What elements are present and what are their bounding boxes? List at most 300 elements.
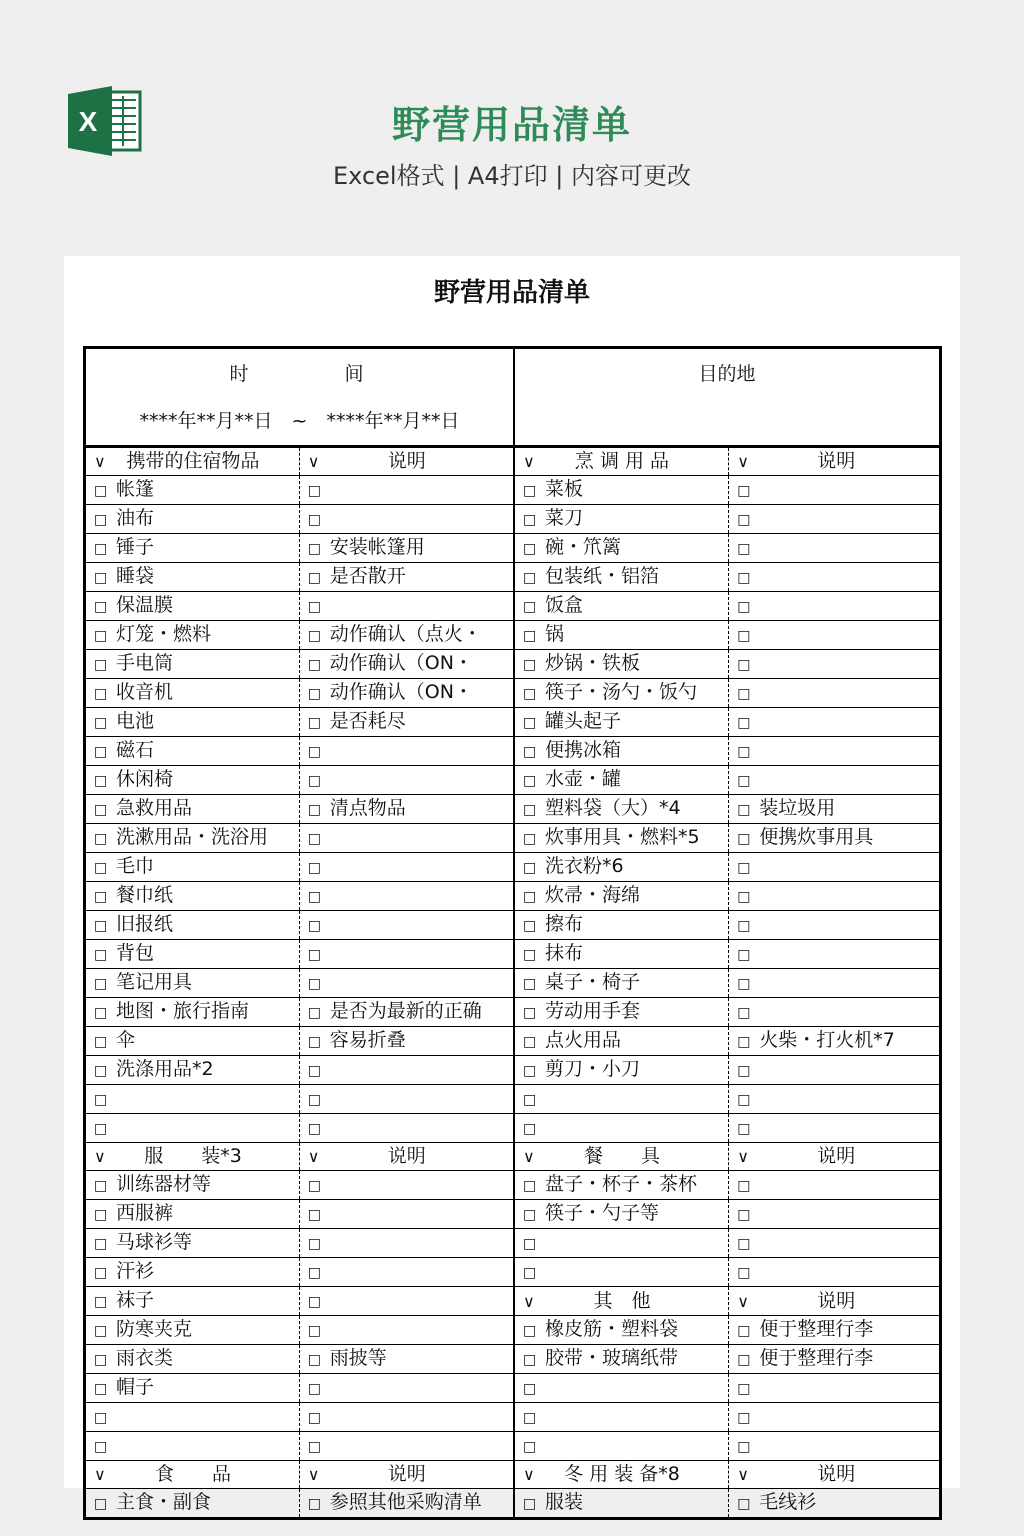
checkbox-icon[interactable]: □ bbox=[307, 1294, 321, 1310]
checkbox-icon[interactable]: □ bbox=[94, 512, 108, 528]
checklist-cell[interactable] bbox=[514, 1258, 729, 1287]
checkbox-icon[interactable]: □ bbox=[522, 1178, 537, 1194]
checkbox-icon[interactable]: □ bbox=[94, 1352, 108, 1368]
checkbox-icon[interactable]: □ bbox=[94, 1439, 108, 1455]
checkbox-icon[interactable]: □ bbox=[522, 1323, 537, 1339]
checklist-cell[interactable] bbox=[299, 882, 514, 911]
item-label: 剪刀・小刀 bbox=[544, 1058, 640, 1080]
checklist-cell[interactable] bbox=[85, 940, 300, 969]
checkbox-icon[interactable]: □ bbox=[522, 570, 537, 586]
checklist-cell[interactable] bbox=[85, 969, 300, 998]
section-header-row bbox=[85, 1461, 941, 1489]
item-label: 笔记用具 bbox=[116, 971, 193, 993]
item-label: 急救用品 bbox=[116, 797, 193, 819]
checkbox-icon[interactable]: □ bbox=[307, 831, 321, 847]
section-header-cell[interactable] bbox=[85, 1143, 300, 1171]
checkbox-icon[interactable]: □ bbox=[94, 1121, 108, 1137]
checkbox-icon[interactable]: □ bbox=[94, 483, 108, 499]
checkbox-icon[interactable]: □ bbox=[737, 715, 751, 731]
checklist-cell[interactable] bbox=[85, 1432, 300, 1461]
checkbox-icon[interactable]: □ bbox=[94, 773, 108, 789]
section-header-cell[interactable] bbox=[85, 1461, 300, 1489]
checklist-cell[interactable] bbox=[85, 853, 300, 882]
checklist-cell[interactable] bbox=[299, 534, 514, 563]
checklist-cell[interactable] bbox=[514, 940, 729, 969]
checkbox-icon[interactable]: □ bbox=[307, 918, 321, 934]
checklist-cell[interactable] bbox=[514, 998, 729, 1027]
checkbox-icon[interactable]: □ bbox=[94, 1236, 108, 1252]
checkbox-icon[interactable]: □ bbox=[94, 541, 108, 557]
table-row bbox=[85, 1114, 941, 1143]
checklist-cell[interactable] bbox=[514, 1403, 729, 1432]
checklist-cell[interactable] bbox=[85, 621, 300, 650]
checklist-cell[interactable] bbox=[514, 1200, 729, 1229]
checklist-cell[interactable] bbox=[85, 505, 300, 534]
checkbox-icon[interactable]: □ bbox=[94, 918, 108, 934]
checkbox-icon[interactable]: □ bbox=[737, 599, 751, 615]
checklist-cell[interactable] bbox=[729, 1085, 941, 1114]
checklist-cell[interactable] bbox=[514, 882, 729, 911]
checklist-cell[interactable] bbox=[514, 824, 729, 853]
checkbox-icon[interactable]: □ bbox=[737, 1236, 751, 1252]
checklist-cell[interactable] bbox=[729, 534, 941, 563]
check-mark-icon: ∨ bbox=[737, 1147, 749, 1166]
checkbox-icon[interactable]: □ bbox=[307, 976, 321, 992]
checkbox-icon[interactable]: □ bbox=[522, 918, 537, 934]
checklist-cell[interactable] bbox=[85, 795, 300, 824]
checklist-cell[interactable] bbox=[729, 940, 941, 969]
checkbox-icon[interactable]: □ bbox=[522, 1005, 537, 1021]
checkbox-icon[interactable]: □ bbox=[307, 1381, 321, 1397]
section-header-cell[interactable] bbox=[514, 1287, 729, 1316]
checklist-cell[interactable] bbox=[514, 795, 729, 824]
checklist-cell[interactable] bbox=[299, 476, 514, 505]
checklist-cell[interactable] bbox=[299, 795, 514, 824]
checklist-cell[interactable] bbox=[85, 650, 300, 679]
section-header-row bbox=[85, 447, 941, 476]
checkbox-icon[interactable]: □ bbox=[522, 773, 537, 789]
checkbox-icon[interactable]: □ bbox=[307, 599, 321, 615]
checkbox-icon[interactable]: □ bbox=[94, 1265, 108, 1281]
checklist-cell[interactable] bbox=[299, 1114, 514, 1143]
checklist-cell[interactable] bbox=[299, 621, 514, 650]
checkbox-icon[interactable]: □ bbox=[307, 1439, 321, 1455]
checklist-cell[interactable] bbox=[514, 650, 729, 679]
checkbox-icon[interactable]: □ bbox=[94, 744, 108, 760]
checkbox-icon[interactable]: □ bbox=[522, 744, 537, 760]
checkbox-icon[interactable]: □ bbox=[94, 976, 108, 992]
checkbox-icon[interactable]: □ bbox=[307, 889, 321, 905]
checkbox-icon[interactable]: □ bbox=[307, 715, 321, 731]
checklist-cell[interactable] bbox=[729, 1114, 941, 1143]
checkbox-icon[interactable]: □ bbox=[307, 512, 321, 528]
checklist-cell[interactable] bbox=[514, 853, 729, 882]
checkbox-icon[interactable]: □ bbox=[94, 1294, 108, 1310]
checkbox-icon[interactable]: □ bbox=[94, 947, 108, 963]
item-label: 容易折叠 bbox=[329, 1029, 406, 1051]
checklist-cell[interactable] bbox=[514, 1489, 729, 1519]
section-header-cell[interactable] bbox=[514, 447, 729, 476]
checklist-cell[interactable] bbox=[85, 824, 300, 853]
checklist-cell[interactable] bbox=[514, 1229, 729, 1258]
checklist-cell[interactable] bbox=[729, 1316, 941, 1345]
checklist-cell[interactable] bbox=[514, 1056, 729, 1085]
checkbox-icon[interactable]: □ bbox=[307, 773, 321, 789]
checklist-cell[interactable] bbox=[514, 476, 729, 505]
checklist-cell[interactable] bbox=[299, 1085, 514, 1114]
checkbox-icon[interactable]: □ bbox=[737, 918, 751, 934]
checkbox-icon[interactable]: □ bbox=[737, 512, 751, 528]
checklist-cell[interactable] bbox=[85, 1403, 300, 1432]
check-mark-icon: ∨ bbox=[94, 1147, 106, 1166]
checkbox-icon[interactable]: □ bbox=[522, 1092, 537, 1108]
checklist-cell[interactable] bbox=[299, 1489, 514, 1519]
checklist-cell[interactable] bbox=[729, 476, 941, 505]
checkbox-icon[interactable]: □ bbox=[94, 1178, 108, 1194]
checklist-cell[interactable] bbox=[729, 650, 941, 679]
checklist-cell[interactable] bbox=[299, 708, 514, 737]
section-header-cell[interactable] bbox=[299, 447, 514, 476]
checkbox-icon[interactable]: □ bbox=[307, 1178, 321, 1194]
checklist-cell[interactable] bbox=[729, 1374, 941, 1403]
checkbox-icon[interactable]: □ bbox=[522, 1381, 537, 1397]
checkbox-icon[interactable]: □ bbox=[307, 657, 321, 673]
checklist-cell[interactable] bbox=[514, 766, 729, 795]
checkbox-icon[interactable]: □ bbox=[737, 1092, 751, 1108]
checkbox-icon[interactable]: □ bbox=[307, 802, 321, 818]
checkbox-icon[interactable]: □ bbox=[94, 1323, 108, 1339]
checklist-cell[interactable] bbox=[299, 1258, 514, 1287]
checkbox-icon[interactable]: □ bbox=[522, 1121, 537, 1137]
checklist-cell[interactable] bbox=[299, 1056, 514, 1085]
checklist-cell[interactable] bbox=[729, 1432, 941, 1461]
checklist-cell[interactable] bbox=[85, 1316, 300, 1345]
checkbox-icon[interactable]: □ bbox=[307, 1496, 321, 1512]
checklist-cell[interactable] bbox=[85, 1489, 300, 1519]
checklist-cell[interactable] bbox=[514, 1316, 729, 1345]
checkbox-icon[interactable]: □ bbox=[737, 1121, 751, 1137]
checklist-cell[interactable] bbox=[299, 766, 514, 795]
checklist-cell[interactable] bbox=[299, 1374, 514, 1403]
checkbox-icon[interactable]: □ bbox=[94, 889, 108, 905]
checkbox-icon[interactable]: □ bbox=[94, 1005, 108, 1021]
checkbox-icon[interactable]: □ bbox=[737, 889, 751, 905]
checklist-cell[interactable] bbox=[729, 969, 941, 998]
checklist-cell[interactable] bbox=[299, 998, 514, 1027]
checkbox-icon[interactable]: □ bbox=[522, 976, 537, 992]
checkbox-icon[interactable]: □ bbox=[737, 1323, 751, 1339]
item-label: 帽子 bbox=[116, 1376, 155, 1398]
checkbox-icon[interactable]: □ bbox=[522, 1207, 537, 1223]
checkbox-icon[interactable]: □ bbox=[522, 657, 537, 673]
item-label: 筷子・汤勺・饭勺 bbox=[544, 681, 697, 703]
checklist-cell[interactable] bbox=[729, 592, 941, 621]
checkbox-icon[interactable]: □ bbox=[522, 1034, 537, 1050]
item-label: 洗涤用品*2 bbox=[116, 1058, 214, 1080]
item-label: 炊事用具・燃料*5 bbox=[544, 826, 700, 848]
checklist-cell[interactable] bbox=[514, 1345, 729, 1374]
checklist-cell[interactable] bbox=[85, 592, 300, 621]
checklist-cell[interactable] bbox=[299, 1403, 514, 1432]
checkbox-icon[interactable]: □ bbox=[522, 947, 537, 963]
checklist-cell[interactable] bbox=[299, 1432, 514, 1461]
checklist-cell[interactable] bbox=[299, 1229, 514, 1258]
checkbox-icon[interactable]: □ bbox=[737, 1265, 751, 1281]
checklist-cell[interactable] bbox=[729, 1171, 941, 1200]
checklist-cell[interactable] bbox=[299, 824, 514, 853]
checklist-cell[interactable] bbox=[729, 505, 941, 534]
section-header-cell[interactable] bbox=[299, 1461, 514, 1489]
checkbox-icon[interactable]: □ bbox=[522, 889, 537, 905]
checkbox-icon[interactable]: □ bbox=[94, 599, 108, 615]
checkbox-icon[interactable]: □ bbox=[737, 628, 751, 644]
checkbox-icon[interactable]: □ bbox=[307, 744, 321, 760]
checklist-cell[interactable] bbox=[299, 592, 514, 621]
checklist-cell[interactable] bbox=[299, 650, 514, 679]
checkbox-icon[interactable]: □ bbox=[737, 831, 751, 847]
checkbox-icon[interactable]: □ bbox=[307, 628, 321, 644]
checklist-cell[interactable] bbox=[729, 679, 941, 708]
checklist-cell[interactable] bbox=[514, 1027, 729, 1056]
section-label: 餐 具 bbox=[583, 1145, 660, 1167]
time-range[interactable]: ****年**月**日 ~ ****年**月**日 bbox=[139, 410, 460, 432]
checklist-cell[interactable] bbox=[514, 1432, 729, 1461]
checkbox-icon[interactable]: □ bbox=[94, 831, 108, 847]
checkbox-icon[interactable]: □ bbox=[522, 1236, 537, 1252]
checkbox-icon[interactable]: □ bbox=[522, 483, 537, 499]
checklist-cell[interactable] bbox=[729, 853, 941, 882]
checkbox-icon[interactable]: □ bbox=[94, 1496, 108, 1512]
checkbox-icon[interactable]: □ bbox=[307, 483, 321, 499]
checkbox-icon[interactable]: □ bbox=[737, 1207, 751, 1223]
checkbox-icon[interactable]: □ bbox=[737, 1439, 751, 1455]
checkbox-icon[interactable]: □ bbox=[737, 483, 751, 499]
checklist-cell[interactable] bbox=[85, 1114, 300, 1143]
checklist-cell[interactable] bbox=[85, 563, 300, 592]
checklist-cell[interactable] bbox=[729, 1489, 941, 1519]
checkbox-icon[interactable]: □ bbox=[94, 1410, 108, 1426]
checklist-cell[interactable] bbox=[729, 563, 941, 592]
checklist-cell[interactable] bbox=[729, 795, 941, 824]
checklist-cell[interactable] bbox=[729, 911, 941, 940]
checkbox-icon[interactable]: □ bbox=[737, 1352, 751, 1368]
checkbox-icon[interactable]: □ bbox=[737, 570, 751, 586]
checkbox-icon[interactable]: □ bbox=[307, 1410, 321, 1426]
section-header-cell[interactable] bbox=[514, 1461, 729, 1489]
checkbox-icon[interactable]: □ bbox=[522, 541, 537, 557]
checkbox-icon[interactable]: □ bbox=[94, 860, 108, 876]
checkbox-icon[interactable]: □ bbox=[737, 744, 751, 760]
checklist-cell[interactable] bbox=[514, 1114, 729, 1143]
checkbox-icon[interactable]: □ bbox=[94, 686, 108, 702]
checkbox-icon[interactable]: □ bbox=[737, 1381, 751, 1397]
checklist-cell[interactable] bbox=[85, 679, 300, 708]
checklist-cell[interactable] bbox=[729, 708, 941, 737]
checklist-cell[interactable] bbox=[299, 1345, 514, 1374]
checklist-cell[interactable] bbox=[729, 1027, 941, 1056]
checkbox-icon[interactable]: □ bbox=[522, 860, 537, 876]
checklist-cell[interactable] bbox=[729, 1345, 941, 1374]
checklist-cell[interactable] bbox=[299, 563, 514, 592]
checkbox-icon[interactable]: □ bbox=[737, 802, 751, 818]
checklist-cell[interactable] bbox=[514, 563, 729, 592]
checklist-cell[interactable] bbox=[299, 911, 514, 940]
checklist-cell[interactable] bbox=[299, 940, 514, 969]
checkbox-icon[interactable]: □ bbox=[522, 831, 537, 847]
checklist-cell[interactable] bbox=[85, 911, 300, 940]
checklist-cell[interactable] bbox=[299, 969, 514, 998]
checkbox-icon[interactable]: □ bbox=[737, 976, 751, 992]
checklist-cell[interactable] bbox=[85, 1027, 300, 1056]
checkbox-icon[interactable]: □ bbox=[737, 686, 751, 702]
checkbox-icon[interactable]: □ bbox=[522, 1496, 537, 1512]
checklist-cell[interactable] bbox=[514, 592, 729, 621]
checkbox-icon[interactable]: □ bbox=[522, 1352, 537, 1368]
checkbox-icon[interactable]: □ bbox=[307, 1034, 321, 1050]
checkbox-icon[interactable]: □ bbox=[522, 715, 537, 731]
checkbox-icon[interactable]: □ bbox=[307, 1121, 321, 1137]
checkbox-icon[interactable]: □ bbox=[737, 1178, 751, 1194]
checklist-cell[interactable] bbox=[85, 737, 300, 766]
checklist-cell[interactable] bbox=[299, 679, 514, 708]
checkbox-icon[interactable]: □ bbox=[94, 1092, 108, 1108]
checklist-cell[interactable] bbox=[85, 1258, 300, 1287]
checkbox-icon[interactable]: □ bbox=[94, 1063, 108, 1079]
checklist-cell[interactable] bbox=[729, 1403, 941, 1432]
checkbox-icon[interactable]: □ bbox=[522, 802, 537, 818]
checkbox-icon[interactable]: □ bbox=[522, 686, 537, 702]
checklist-cell[interactable] bbox=[85, 998, 300, 1027]
checklist-cell[interactable] bbox=[85, 534, 300, 563]
checklist-cell[interactable] bbox=[514, 679, 729, 708]
section-header-cell[interactable] bbox=[85, 447, 300, 476]
checklist-cell[interactable] bbox=[299, 737, 514, 766]
section-header-cell[interactable] bbox=[729, 1461, 941, 1489]
checkbox-icon[interactable]: □ bbox=[307, 1323, 321, 1339]
checkbox-icon[interactable]: □ bbox=[737, 657, 751, 673]
section-label: 说明 bbox=[817, 450, 856, 472]
section-header-cell[interactable] bbox=[299, 1143, 514, 1171]
checkbox-icon[interactable]: □ bbox=[94, 1207, 108, 1223]
checkbox-icon[interactable]: □ bbox=[94, 1381, 108, 1397]
checklist-cell[interactable] bbox=[514, 708, 729, 737]
checkbox-icon[interactable]: □ bbox=[307, 1265, 321, 1281]
checkbox-icon[interactable]: □ bbox=[307, 1005, 321, 1021]
checkbox-icon[interactable]: □ bbox=[522, 599, 537, 615]
checkbox-icon[interactable]: □ bbox=[522, 1439, 537, 1455]
checklist-cell[interactable] bbox=[514, 1171, 729, 1200]
checkbox-icon[interactable]: □ bbox=[307, 1207, 321, 1223]
checkbox-icon[interactable]: □ bbox=[94, 570, 108, 586]
checklist-cell[interactable] bbox=[85, 1085, 300, 1114]
checklist-cell[interactable] bbox=[729, 621, 941, 650]
checklist-cell[interactable] bbox=[299, 853, 514, 882]
checkbox-icon[interactable]: □ bbox=[737, 1005, 751, 1021]
checkbox-icon[interactable]: □ bbox=[307, 686, 321, 702]
checkbox-icon[interactable]: □ bbox=[307, 860, 321, 876]
checklist-cell[interactable] bbox=[85, 1287, 300, 1316]
checklist-cell[interactable] bbox=[299, 1316, 514, 1345]
checklist-cell[interactable] bbox=[514, 737, 729, 766]
section-label: 冬 用 装 备*8 bbox=[564, 1463, 680, 1485]
checklist-cell[interactable] bbox=[729, 1200, 941, 1229]
checklist-cell[interactable] bbox=[729, 1229, 941, 1258]
checklist-cell[interactable] bbox=[729, 737, 941, 766]
checklist-cell[interactable] bbox=[85, 1345, 300, 1374]
checkbox-icon[interactable]: □ bbox=[737, 1410, 751, 1426]
checklist-cell[interactable] bbox=[514, 1085, 729, 1114]
checklist-cell[interactable] bbox=[299, 1287, 514, 1316]
checklist-cell[interactable] bbox=[514, 1374, 729, 1403]
checklist-cell[interactable] bbox=[514, 621, 729, 650]
checklist-cell[interactable] bbox=[514, 911, 729, 940]
checklist-cell[interactable] bbox=[729, 1056, 941, 1085]
checklist-cell[interactable] bbox=[514, 969, 729, 998]
checklist-cell[interactable] bbox=[299, 1171, 514, 1200]
checklist-cell[interactable] bbox=[514, 534, 729, 563]
checklist-cell[interactable] bbox=[85, 882, 300, 911]
checkbox-icon[interactable]: □ bbox=[307, 1352, 321, 1368]
checklist-cell[interactable] bbox=[299, 1027, 514, 1056]
checkbox-icon[interactable]: □ bbox=[737, 860, 751, 876]
section-header-cell[interactable] bbox=[514, 1143, 729, 1171]
checkbox-icon[interactable]: □ bbox=[307, 541, 321, 557]
section-header-cell[interactable] bbox=[729, 1287, 941, 1316]
checkbox-icon[interactable]: □ bbox=[522, 1265, 537, 1281]
checkbox-icon[interactable]: □ bbox=[94, 657, 108, 673]
checklist-cell[interactable] bbox=[299, 505, 514, 534]
checkbox-icon[interactable]: □ bbox=[737, 1063, 751, 1079]
checklist-cell[interactable] bbox=[85, 1171, 300, 1200]
checklist-cell[interactable] bbox=[299, 1200, 514, 1229]
checklist-cell[interactable] bbox=[85, 766, 300, 795]
checkbox-icon[interactable]: □ bbox=[522, 1410, 537, 1426]
section-header-cell[interactable] bbox=[729, 1143, 941, 1171]
checkbox-icon[interactable]: □ bbox=[737, 1034, 751, 1050]
checkbox-icon[interactable]: □ bbox=[94, 1034, 108, 1050]
checkbox-icon[interactable]: □ bbox=[307, 1236, 321, 1252]
checklist-cell[interactable] bbox=[729, 824, 941, 853]
checklist-cell[interactable] bbox=[85, 708, 300, 737]
checkbox-icon[interactable]: □ bbox=[94, 802, 108, 818]
checklist-cell[interactable] bbox=[514, 505, 729, 534]
checkbox-icon[interactable]: □ bbox=[307, 1063, 321, 1079]
checklist-cell[interactable] bbox=[729, 882, 941, 911]
checkbox-icon[interactable]: □ bbox=[737, 947, 751, 963]
checklist-cell[interactable] bbox=[85, 1056, 300, 1085]
checklist-cell[interactable] bbox=[85, 1229, 300, 1258]
checkbox-icon[interactable]: □ bbox=[522, 1063, 537, 1079]
checkbox-icon[interactable]: □ bbox=[522, 628, 537, 644]
checkbox-icon[interactable]: □ bbox=[307, 947, 321, 963]
checkbox-icon[interactable]: □ bbox=[737, 541, 751, 557]
checklist-cell[interactable] bbox=[729, 766, 941, 795]
checklist-cell[interactable] bbox=[85, 1200, 300, 1229]
checkbox-icon[interactable]: □ bbox=[522, 512, 537, 528]
checkbox-icon[interactable]: □ bbox=[737, 1496, 751, 1512]
section-header-cell[interactable] bbox=[729, 447, 941, 476]
checklist-cell[interactable] bbox=[729, 1258, 941, 1287]
checkbox-icon[interactable]: □ bbox=[307, 1092, 321, 1108]
checkbox-icon[interactable]: □ bbox=[94, 715, 108, 731]
destination-cell[interactable] bbox=[514, 348, 941, 447]
checklist-cell[interactable] bbox=[85, 1374, 300, 1403]
checkbox-icon[interactable]: □ bbox=[737, 773, 751, 789]
checkbox-icon[interactable]: □ bbox=[307, 570, 321, 586]
checklist-cell[interactable] bbox=[85, 476, 300, 505]
checklist-cell[interactable] bbox=[729, 998, 941, 1027]
checkbox-icon[interactable]: □ bbox=[94, 628, 108, 644]
